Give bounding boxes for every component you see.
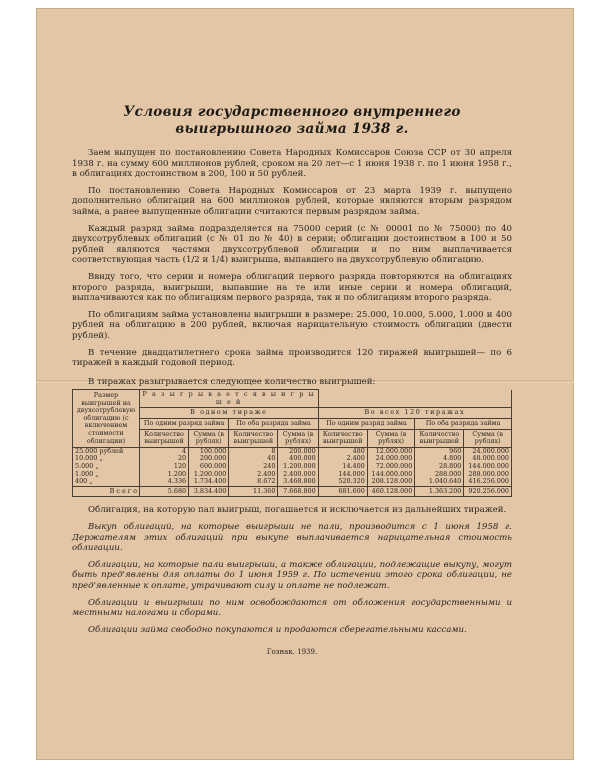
cell: 24.000.000 — [367, 455, 415, 463]
cell: 208.128.000 — [367, 478, 415, 486]
cell: 520.320 — [318, 478, 367, 486]
cell: 920.256.000 — [464, 486, 512, 497]
cell: 3.834.400 — [189, 486, 229, 497]
paragraph: Ввиду того, что серии и номера облигаций первого разряда повторяются на облигациях второго разряда, выигрыши, выпавшие на те или иные серии и номера облигаций, выплачиваются как по облигациям первого разряда, так и по облигациям второго разряда. — [72, 271, 512, 304]
paragraph: Заем выпущен по постановлению Совета Народных Комиссаров Союза ССР от 30 апреля 1938 г. на сумму 600 миллионов рублей, сроком на 20 лет—с 1 июня 1938 г. по 1 июня 1958 г., в облигациях достоинством в 200, 100 и 50 рублей. — [72, 148, 512, 180]
prize-unit: „ — [99, 454, 103, 463]
cell: 480 — [318, 447, 367, 455]
cell: 200.000 — [278, 447, 318, 455]
prize-size: 1.000 — [75, 469, 94, 478]
cell: 72.000.000 — [367, 463, 415, 471]
cell: 460.128.000 — [367, 486, 415, 497]
one-category-header: По одним разряд займа — [140, 419, 229, 430]
cell: 2.400.000 — [278, 471, 318, 479]
cell: 2.400 — [229, 471, 278, 479]
cell: 1.734.400 — [189, 478, 229, 486]
cell: 28.800 — [415, 463, 464, 471]
cell: 24.000.000 — [464, 447, 512, 455]
prize-size: 5.000 — [75, 462, 94, 471]
prizes-table — [72, 389, 512, 497]
cell: 1.200.000 — [189, 471, 229, 479]
cell: 8.672 — [229, 478, 278, 486]
sum-header: Сумма (в рублях) — [189, 429, 229, 447]
cell: 120 — [140, 463, 189, 471]
prize-size: 25.000 — [75, 446, 98, 455]
group-header: Р а з ы г р ы в а е т с я в ы и г р ы ш е й — [140, 390, 319, 408]
prize-unit: рублей — [99, 446, 124, 455]
both-categories-header: По оба разряда займа — [415, 419, 512, 430]
paragraph: В течение двадцатилетнего срока займа производится 120 тиражей выигрышей— по 6 тиражей в каждый годовой период. — [72, 347, 512, 369]
cell: 14.400 — [318, 463, 367, 471]
cell: 4.800 — [415, 455, 464, 463]
both-categories-header: По оба разряда займа — [229, 419, 318, 430]
cell: 12.000.000 — [367, 447, 415, 455]
cell: 200.000 — [189, 455, 229, 463]
cell: 681.600 — [318, 486, 367, 497]
table-intro: В тиражах разыгрывается следующее количество выигрышей: — [88, 376, 376, 387]
cell: 100.000 — [189, 447, 229, 455]
sum-header: Сумма (в рублях) — [367, 429, 415, 447]
cell: 400.000 — [278, 455, 318, 463]
cell: 960 — [415, 447, 464, 455]
prize-size: 10.000 — [75, 454, 98, 463]
qty-header: Количество выигрышей — [415, 429, 464, 447]
cell: 144.000.000 — [464, 463, 512, 471]
cell: 40 — [229, 455, 278, 463]
paragraph: Облигации и выигрыши по ним освобождаются от обложения государственными и местными налогами и сборами. — [72, 597, 512, 619]
cell: 3.468.800 — [278, 478, 318, 486]
imprint: Гознак. 1939. — [266, 648, 318, 657]
cell: 1.200.000 — [278, 463, 318, 471]
paragraph: Выкуп облигаций, на которые выигрыши не пали, производится с 1 июня 1958 г. Держателям этих облигаций при выкупе выплачивается нарицательная стоимость облигации. — [72, 522, 512, 554]
cell: 1.363.200 — [415, 486, 464, 497]
prize-unit: „ — [95, 469, 99, 478]
paragraph: Облигации, на которые пали выигрыши, а также облигации, подлежащие выкупу, могут быть пред'явлены для оплаты до 1 июня 1959 г. По истечении этого срока облигации, не пред'явленные к оплате, утрачивают силу и оплате не подлежат. — [72, 559, 512, 591]
document-content — [72, 104, 512, 658]
cell: 48.000.000 — [464, 455, 512, 463]
sum-header: Сумма (в рублях) — [278, 429, 318, 447]
all-draws-header: Во всех 120 тиражах — [318, 408, 511, 419]
paragraph: По постановлению Совета Народных Комиссаров от 23 марта 1939 г. выпущено дополнительно облигаций на 600 миллионов рублей, которые являются вторым разрядом займа, а ранее выпущенные облигации считаются первым разрядом займа. — [72, 185, 512, 217]
sum-header: Сумма (в рублях) — [464, 429, 512, 447]
prize-size: 400 — [75, 477, 88, 486]
prize-unit: „ — [95, 462, 99, 471]
cell: 144.000 — [318, 471, 367, 479]
cell: 8 — [229, 447, 278, 455]
qty-header: Количество выигрышей — [318, 429, 367, 447]
cell: 1.200 — [140, 471, 189, 479]
table-row — [73, 478, 512, 486]
table-total-row — [73, 486, 512, 497]
cell: 4 — [140, 447, 189, 455]
qty-header: Количество выигрышей — [229, 429, 278, 447]
paragraph: Каждый разряд займа подразделяется на 75000 серий (с № 00001 по № 75000) по 40 двухсотрублевых облигаций (с № 01 по № 40) в серии; облигации достоинством в 100 и 50 рублей являются частями двухсотрублевой облигации и по ним выплачивается соответствующая часть (1/2 и 1/4) выигрыша, выпавшего на двухсотрублевую облигацию. — [72, 223, 512, 266]
one-category-header: По одним разряд займа — [318, 419, 415, 430]
cell: 1.040.640 — [415, 478, 464, 486]
paragraph: По облигациям займа установлены выигрыши в размере: 25.000, 10.000, 5.000, 1.000 и 400 рублей на облигацию в 200 рублей, включая нарицательную стоимость облигации (двести рублей). — [72, 309, 512, 341]
document-title: Условия государственного внутреннего выигрышного займа 1938 г. — [123, 104, 461, 137]
cell: 5.680 — [140, 486, 189, 497]
cell: 20 — [140, 455, 189, 463]
paragraph: Облигации займа свободно покупаются и продаются сберегательными кассами. — [88, 624, 467, 635]
col-size-header: Размер выигрышей на двухсотрублевую облигацию (с включением стоимости облигации) — [73, 390, 140, 448]
cell: 288.000.000 — [464, 471, 512, 479]
cell: 11.360 — [229, 486, 278, 497]
cell: 7.668.800 — [278, 486, 318, 497]
cell: 2.400 — [318, 455, 367, 463]
one-draw-header: В одном тираже — [140, 408, 319, 419]
paragraph: Облигация, на которую пал выигрыш, погашается и исключается из дальнейших тиражей. — [88, 505, 507, 516]
qty-header: Количество выигрышей — [140, 429, 189, 447]
cell: 144.000.000 — [367, 471, 415, 479]
cell: 600.000 — [189, 463, 229, 471]
prize-unit: „ — [89, 477, 93, 486]
cell: 240 — [229, 463, 278, 471]
cell: 416.256.000 — [464, 478, 512, 486]
cell: 288.000 — [415, 471, 464, 479]
total-label: В с е г о — [73, 486, 140, 497]
cell: 4.336 — [140, 478, 189, 486]
